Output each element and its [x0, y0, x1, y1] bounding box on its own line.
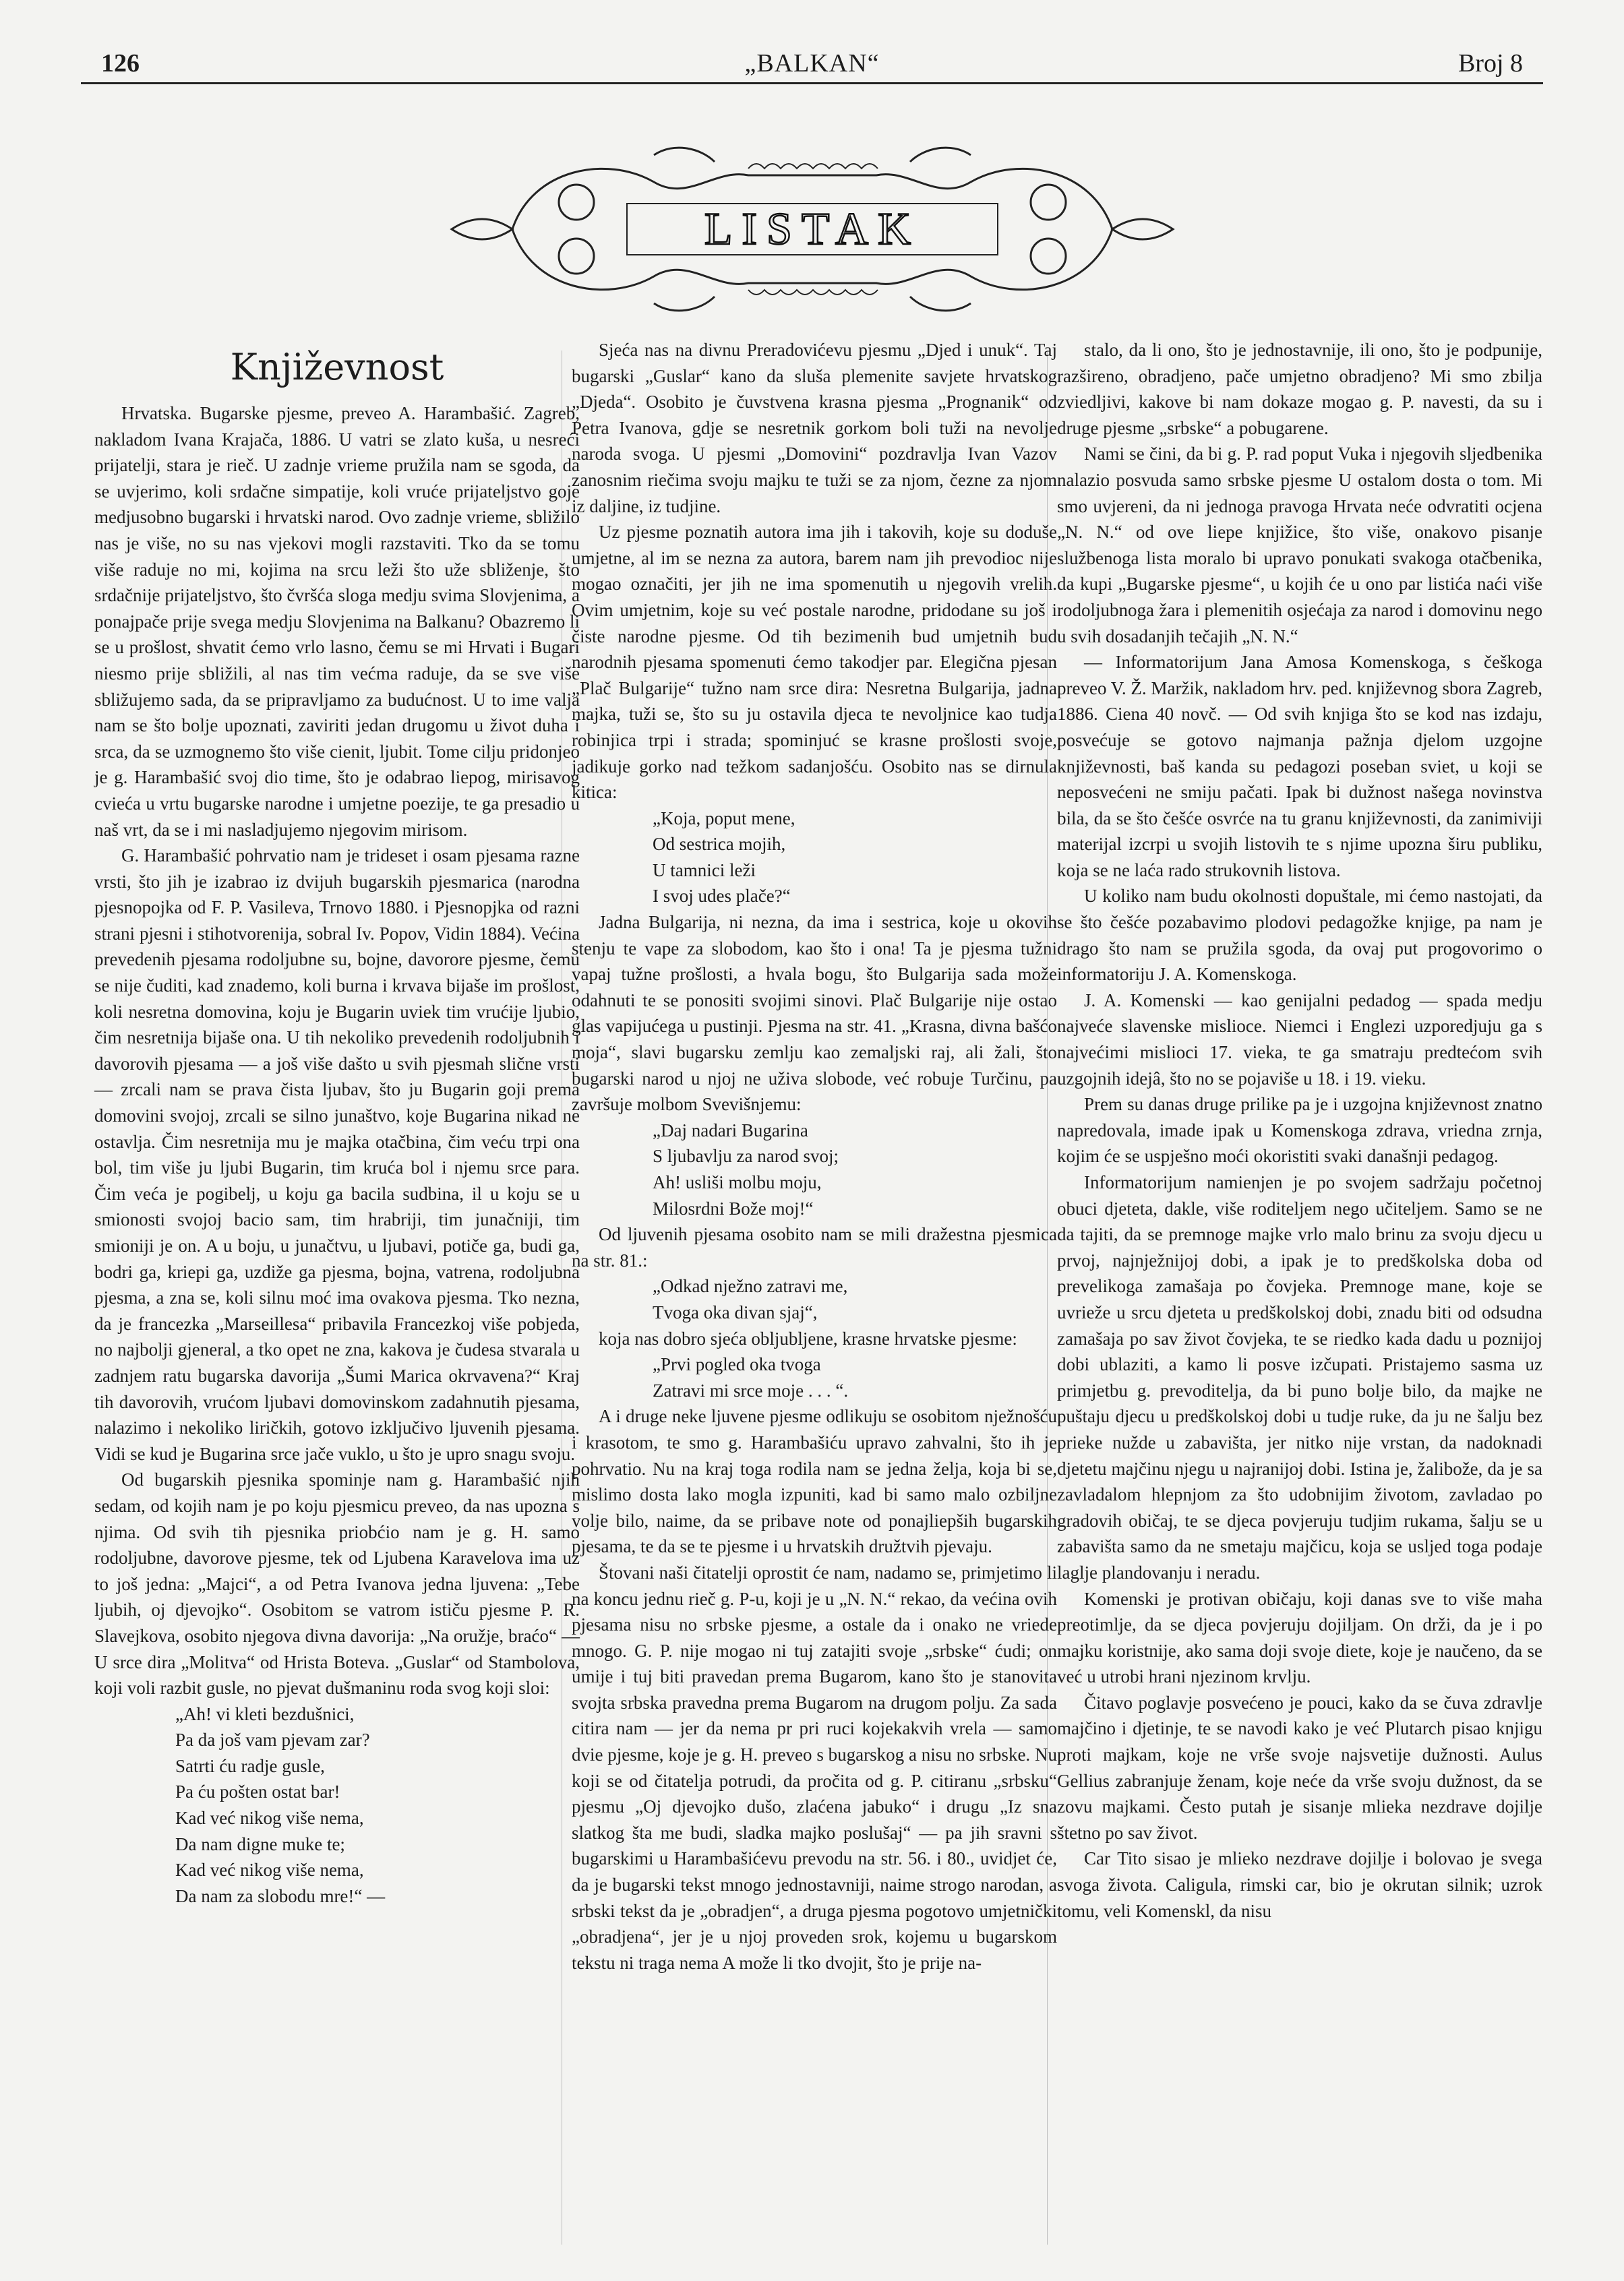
poem-line: Da nam digne muke te;	[175, 1833, 345, 1854]
issue-number: Broj 8	[1457, 49, 1523, 78]
poem-stanza	[94, 1701, 580, 1910]
paragraph: Komenski je protivan običaju, koji danas sve to više maha preotimlje, da se djeca povjeruju dojiljam. On drži, da je i po majku koristnije, ako sama doji svoje diete, koje je naučeno, da se već u utrobi hrani njezinom krvlju.	[1057, 1588, 1542, 1687]
newspaper-title: „BALKAN“	[744, 49, 880, 78]
paragraph: Štovani naši čitatelji oprostit će nam, nadamo se, primjetimo li na koncu jednu rieč g. P-u, koji je u „N. N.“ rekao, da većina ovih pjesama nisu no srbske pjesme, a ostale da i onako ne vriede mnogo. G. P. nije mogao ni tuj zatajiti svoje „srbske“ ćudi; on umije i tuj biti pravedan prema Bugarom, kano što je stanovita svojta srbska pravedna prema Bugarom na drugom polju. Za sada citira nam — jer da nema pr pri ruci kojekakvih vrela — samo dvie pjesme, koje je g. H. preveo s bugarskog a nisu no srbske. Nu koji se od čitatelja potrudi, da pročita od g. P. citiranu „srbsku“ pjesmu „Oj djevojko dušo, zlaćena jabuko“ i drugu „Iz sna slatkog šta me budi, sladka majko poslušaj“ — pa jih sravni s bugarskimi u Harambašićevu prevodu na str. 56. i 80., uvidjet će, da je bugarski tekst mnogo jednostavniji, naime strogo narodan, a srbski tekst da je „obradjen“, a druga pjesma pogotovo umjetnički „obradjena“, jer je u njoj proveden srok, kojemu u bugarskom tekstu ni traga nema A može li tko dvojit, što je prije na-	[572, 1562, 1057, 1973]
column-3	[1057, 337, 1542, 1924]
poem-line: Ah! usliši molbu moju,	[653, 1172, 822, 1192]
page-number: 126	[101, 49, 140, 78]
poem-stanza	[572, 1351, 1057, 1403]
poem-line: S ljubavlju za narod svoj;	[653, 1146, 839, 1167]
listak-title: LISTAK	[704, 203, 921, 254]
paragraph: G. Harambašić pohrvatio nam je trideset i osam pjesama razne vrsti, što jih je izabrao iz dvijuh bugarskih pjesmarica (narodna pjesnopojka od F. P. Vasileva, Trnovo 1880. i Pjesnopjka od razni strani pjesni i stihotvorenija, sobral Iv. Popov, Vidin 1884). Većina prevedenih pjesama rodoljubne su, bojne, davorore pjesme, čemu se nije čuditi, kad znademo, koli burna i krvava bijaše im prošlost, koli nesretna domovina, koju je Bugarin uviek tim vrućije ljubio, čim nesretnija bijaše ona. U tih nekoliko prevedenih rodoljubnih i davorovih pjesama — a još više dašto u svih pjesmah slične vrsti — zrcali nam se prava čista ljubav, što ju Bugarin goji prema domovini svojoj, zrcali se silno junaštvo, koje Bugarina nikad ne ostavlja. Čim nesretnija mu je majka otačbina, čim veću trpi ona bol, tim više ju ljubi Bugarin, tim kruća bol i njemu srce para. Čim veća je pogibelj, u koju ga bacila sudbina, il u koju se u smionosti svojoj bacio sam, tim hrabriji, tim junačniji, tim smioniji je on. A u boju, u junačtvu, u ljubavi, potiče ga, budi ga, bodri ga, kriepi ga, uzdiže ga pjesma, bojna, vatrena, rodoljubna pjesma, a zna se, koli silnu moć ima ovakova pjesma. Tko nezna, da je francezka „Marseillesa“ pribavila Francezkoj više pobjeda, no najbolji gjeneral, a tko opet ne zna, kakova je čudesa stvarala u zadnjem ratu bugarska davorija „Šumi Marica okrvavena?“ Kraj tih davorovih, vrućom ljubavi domovinskom zadahnutih pjesama, nalazimo i nekoliko liričkih, gotovo izključivo ljuvenih pjesama. Vidi se kud je Bugarina srce jače vuklo, u što je upro snagu svoju.	[94, 845, 580, 1464]
paragraph: — Informatorijum Jana Amosa Komenskoga, s češkoga preveo V. Ž. Maržik, nakladom hrv. ped. književnog sbora Zagreb, 1886. Ciena 40 novč. — Od svih knjiga što se kod nas izdaju, posvećuje se gotovo najmanja pažnja djelom uzgojne književnosti, baš kanda su pedagozi poseban sviet, u koji se neposvećeni ne smiju pačati. Ipak bi dužnost našega novinstva bila, da se što češće osvrće na tu granu književnosti, da zanimiviji materijal izcrpi u svojih listovih te s njime upozna širu publiku, koja se ne laća rado strukovnih listova.	[1057, 652, 1542, 880]
paragraph: Od bugarskih pjesnika spominje nam g. Harambašić njih sedam, od kojih nam je po koju pjesmicu preveo, da nas upozna s njima. Od svih tih pjesnika priobćio nam je g. H. samo rodoljubne, davorove pjesme, tek od Ljubena Karavelova ima uz to još jedna: „Majci“, a od Petra Ivanova jedna ljuvena: „Tebe ljubih, oj djevojko“. Osobitom se vatrom ističu pjesme P. R. Slavejkova, osobito njegova divna davorija: „Na oružje, braćo“ — U srce dira „Molitva“ od Hrista Boteva. „Guslar“ od Stambolova, koji voli razbit gusle, no pjevat dušmaninu roda svog koji sloi:	[94, 1469, 580, 1699]
poem-line: Pa da još vam pjevam zar?	[175, 1730, 370, 1751]
listak-banner-ornament	[431, 128, 1193, 330]
paragraph: Informatorijum namienjen je po svojem sadržaju početnoj obuci djeteta, dakle, više roditeljem nego učiteljem. Samo se ne da tajiti, da se premnoge majke vrlo malo brinu za svoju djecu u prvoj, najnježnijoj dobi, a ipak je to predškolska doba od prevelikoga zamašaja po čovjeka. Premnoge mane, koje se uvrieže u srcu djeteta u predškolskoj dobi, znadu biti od odsudna zamašaja po sav život čovjeka, te se riedko kada dadu u poznijoj dobi ublaziti, a kamo li posve izčupati. Pristajemo sasma uz primjetbu g. prevoditelja, da bi puno bolje bilo, da majke ne puštaju djecu u predškolskoj dobi u tudje ruke, da ju ne šalju bez prieke nužde u zabavišta, jer nitko nije vrstan, da nadoknadi djetetu majčinu njegu u najranijoj dobi. Istina je, žalibože, da je sa zavladalom hlepnjom za što udobnijim životom, zavladao po gradovih običaj, te se djeca povjeruju tudjim rukama, šalju se u zabavišta samo da ne smetaju majčicu, koja se usljed toga podaje laglje plandovanju i neradu.	[1057, 1172, 1542, 1583]
paragraph: J. A. Komenski — kao genijalni pedadog — spada medju najveće slavenske mislioce. Niemci i Englezi uzporedjuju ga s najvećimi mislioci 17. vieka, te ga smatraju predtećom svih uzgojnih idejâ, što no se pojaviše u 18. i 19. vieku.	[1057, 990, 1542, 1089]
column-1	[94, 337, 580, 1909]
paragraph: Sjeća nas na divnu Preradovićevu pjesmu „Djed i unuk“. Taj bugarski „Guslar“ kano da sluša plemenite savjete hrvatskog „Djeda“. Osobito je čuvstvena krasna pjesma „Prognanik“ od Petra Ivanova, gdje se nesretnik gorkom boli tuži na nevolje naroda svoga. U pjesmi „Domovini“ pozdravlja Ivan Vazov zanosnim riečima svoju majku te tuži se za njom, čezne za njom iz daljine, iz tudjine.	[572, 340, 1057, 516]
section-title: Književnost	[230, 346, 444, 388]
poem-line: Tvoga oka divan sjaj“,	[653, 1302, 818, 1322]
paragraph: Hrvatska. Bugarske pjesme, preveo A. Harambašić. Zagreb, nakladom Ivana Krajača, 1886. U vatri se zlato kuša, u nesreći prijatelji, stara je rieč. U zadnje vrieme pružila nam se sgoda, da se uvjerimo, koli srdačne simpatije, koli vruće prijateljstvo goje medjusobno bugarski i hrvatski narod. Ovo zadnje vrieme, sbližilo nas je više, no su nas vjekovi mogli razstaviti. Tko da se tomu više raduje no mi, kojima na srcu leži što uže sbliženje, što srdačnije prijateljstvo, što čvršća sloga medju svima Slovjenima, a ponajpače prije svega medju Slovjenima na Balkanu? Obazremo li se u prošlost, shvatit ćemo vrlo lasno, čemu se mi Hrvati i Bugari niesmo prije sbližili, al nas tim većma raduje, da se sve više sbližujemo sada, da se pripravljamo za budućnost. U to ime valja nam se što bolje upoznati, zaviriti jedan drugomu u život duha i srca, da se uzmognemo što više cienit, ljubit. Tome cilju pridonjeo je g. Harambašić svoj dio time, što je odabrao liepog, mirisavog cvieća u vrtu bugarske narodne i umjetne poezije, te ga presadio u naš vrt, da se i mi nasladjujemo njegovim mirisom.	[94, 403, 580, 840]
paragraph: Nami se čini, da bi g. P. rad poput Vuka i njegovih sljedbenika nalazio posvuda samo srbske pjesme U ostalom dosta o tom. Mi smo uvjereni, da ni jednoga pravoga Hrvata neće odvratiti ocjena „N. N.“ od ove liepe knjižice, što više, onakovo pisanje službenoga lista moralo bi upravo ponukati svakoga otačbenika, da kupi „Bugarske pjesme“, u kojih će u ono par listića naći više rodoljubnoga žara i plemenitih osjećaja za narod i domovinu nego u svih dosadanjih tečajih „N. N.“	[1057, 444, 1542, 646]
poem-line: Da nam za slobodu mre!“ —	[175, 1885, 386, 1906]
poem-stanza	[572, 805, 1057, 909]
paragraph: Uz pjesme poznatih autora ima jih i takovih, koje su doduše umjetne, al im se nezna za autora, barem nam jih prevodioc nije mogao označiti, jer jih ne ima spomenutih u njegovih vrelih. Ovim umjetnim, koje su već postale narodne, pridodane su još i čiste narodne pjesme. Od tih bezimenih bud umjetnih bud narodnih pjesama spomenuti ćemo takodjer par. Elegična pjesan „Plač Bulgarije“ tužno nam srce dira: Nesretna Bulgarija, jadna majka, tuži se, što su ju ostavila djeca te nevoljnice kao tudja robinjica trpi i strada; spominjuć se krasne prošlosti svoje, jadikuje gorko nad težkom sadanjošću. Osobito nas se dirnula kitica:	[572, 522, 1057, 803]
poem-line: Pa ću pošten ostat bar!	[175, 1782, 340, 1802]
poem-line: „Daj nadari Bugarina	[653, 1120, 808, 1140]
poem-line: Zatravi mi srce moje . . . “.	[653, 1380, 849, 1401]
paragraph: Prem su danas druge prilike pa je i uzgojna književnost znatno napredovala, imade ipak u Komenskoga zdrava, vriedna zrnja, kojim će se uspješno moći okoristiti svaki današnji pedagog.	[1057, 1094, 1542, 1167]
paragraph: U koliko nam budu okolnosti dopuštale, mi ćemo nastojati, da se što češće pozabavimo plodovi pedagožke knjige, pa nam je drago što nam se pružila sgoda, da ovaj put progovorimo o informatoriju J. A. Komenskoga.	[1057, 886, 1542, 985]
paragraph: Čitavo poglavje posvećeno je pouci, kako da se čuva zdravlje majčino i djetinje, te se navodi kako je već Plutarch pisao knjigu proti majkam, koje ne vrše svoje najsvetije dužnosti. Aulus Gellius zabranjuje ženam, koje neće da vrše svoju dužnost, da se zovu majkami. Često putah je sisanje mlieka nezdrave dojilje štetno po sav život.	[1057, 1692, 1542, 1843]
poem-line: Kad već nikog više nema,	[175, 1808, 364, 1829]
poem-stanza	[572, 1273, 1057, 1325]
paragraph: Car Tito sisao je mlieko nezdrave dojilje i bolovao je svega svoga života. Caligula, rimski car, bio je okrutan silnik; uzrok tomu, veli Komenskl, da nisu	[1057, 1848, 1542, 1921]
poem-stanza	[572, 1118, 1057, 1221]
paragraph: koja nas dobro sjeća obljubljene, krasne hrvatske pjesme:	[599, 1328, 1017, 1349]
poem-line: „Prvi pogled oka tvoga	[653, 1354, 821, 1375]
paragraph: A i druge neke ljuvene pjesme odlikuju se osobitom nježnošću i krasotom, te smo g. Harambašiću upravo zahvalni, što ih je pohrvatio. Nu na kraj toga rodila nam se jedna želja, koja bi se, mislimo dosta lako mogla izpuniti, kad bi samo malo ozbiljne volje bilo, naime, da se pribave note od ponajliepših bugarskih pjesama, te da se te pjesme i u hrvatskih družtvih pjevaju.	[572, 1406, 1057, 1557]
header-rule	[81, 82, 1543, 84]
poem-line: U tamnici leži	[653, 859, 756, 880]
column-2	[572, 337, 1057, 1976]
poem-line: I svoj udes plače?“	[653, 886, 791, 907]
poem-line: „Koja, poput mene,	[653, 808, 795, 828]
poem-line: Od sestrica mojih,	[653, 834, 786, 855]
page-header	[101, 49, 1523, 82]
paragraph: Jadna Bulgarija, ni nezna, da ima i sestrica, koje u okovih stenju te vape za slobodom, kao što i ona! Ta je pjesma tužni vapaj tužne prošlosti, a hvala bogu, što Bulgarija sada može odahnuti te se ponositi svojimi sinovi. Plač Bulgarije nije ostao glas vapijućega u pustinji. Pjesma na str. 41. „Krasna, divna bašćo moja“, slavi bugarsku zemlju kao zemaljski raj, ali žali, što bugarski narod u njoj ne uživa slobode, već robuje Turčinu, pa završuje molbom Svevišnjemu:	[572, 912, 1057, 1115]
poem-line: Kad već nikog više nema,	[175, 1860, 364, 1881]
poem-line: „Ah! vi kleti bezdušnici,	[175, 1703, 355, 1724]
poem-line: Milosrdni Bože moj!“	[653, 1198, 814, 1219]
paragraph: Od ljuvenih pjesama osobito nam se mili dražestna pjesmica na str. 81.:	[572, 1224, 1057, 1271]
poem-line: Satrti ću radje gusle,	[175, 1755, 325, 1776]
poem-line: „Odkad nježno zatravi me,	[653, 1276, 848, 1297]
paragraph: stalo, da li ono, što je jednostavnije, ili ono, što je podpunije, razšireno, obradjeno, pače umjetno obradjeno? Mi smo zbilja zviedljivi, kakove bi nam dokaze mogao g. P. navesti, da su i druge pjesme „srbske“ a pobugarene.	[1057, 340, 1542, 438]
